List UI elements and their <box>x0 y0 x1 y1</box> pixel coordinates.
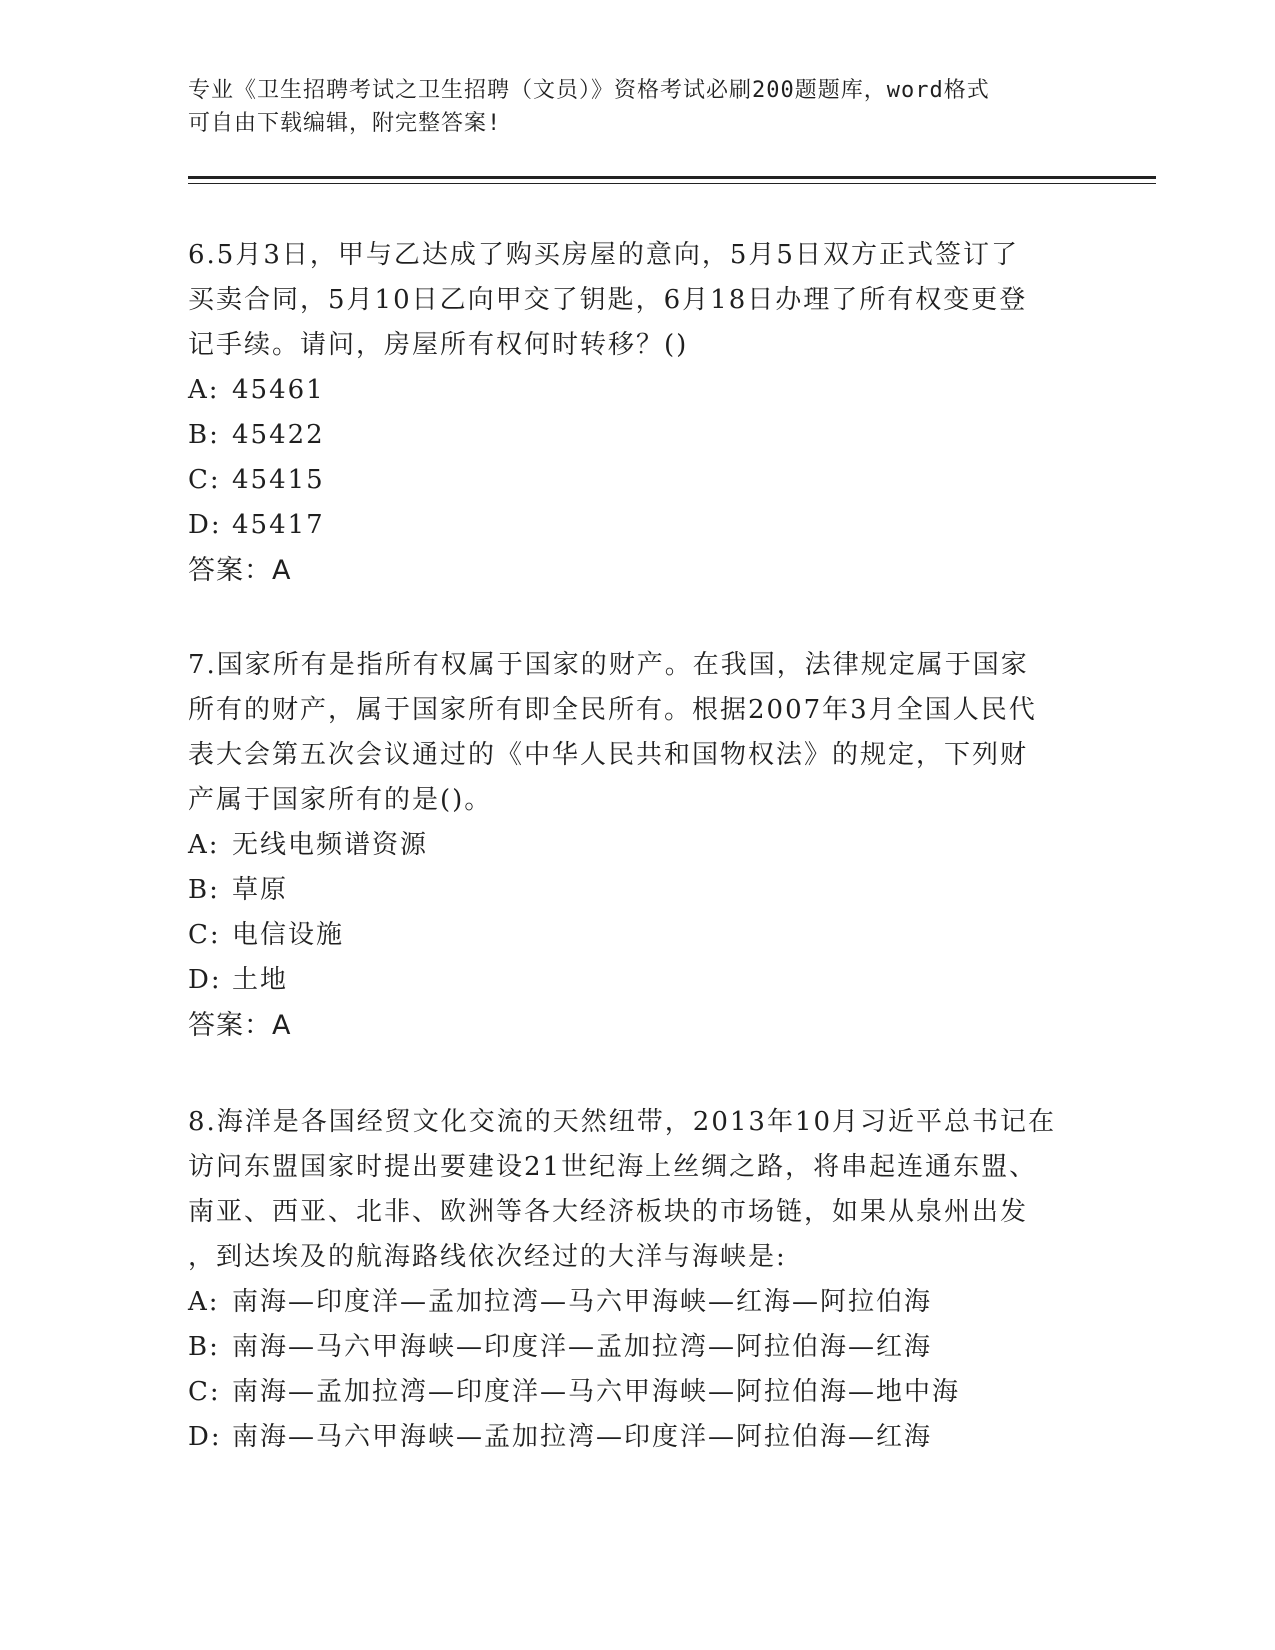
question-stem-line: 7.国家所有是指所有权属于国家的财产。在我国，法律规定属于国家 <box>188 650 1029 680</box>
option-label: C: <box>188 465 221 495</box>
option-a <box>188 823 1088 868</box>
option-text: 南海—孟加拉湾—印度洋—马六甲海峡—阿拉伯海—地中海 <box>232 1377 961 1407</box>
option-text: 草原 <box>232 875 289 905</box>
option-d <box>188 503 1088 548</box>
option-c <box>188 458 1088 503</box>
question-stem-line: 表大会第五次会议通过的《中华人民共和国物权法》的规定，下列财 <box>188 740 1029 770</box>
question-6 <box>188 233 1088 593</box>
option-label: A: <box>188 375 220 405</box>
answer-line: 答案：A <box>188 1010 292 1041</box>
option-label: D: <box>188 1422 222 1452</box>
question-7 <box>188 643 1088 1048</box>
option-label: A: <box>188 1287 220 1317</box>
option-d <box>188 1415 1088 1460</box>
option-label: C: <box>188 920 221 950</box>
option-c <box>188 1370 1088 1415</box>
question-stem-line: 买卖合同，5月10日乙向甲交了钥匙，6月18日办理了所有权变更登 <box>188 285 1028 315</box>
option-label: D: <box>188 510 222 540</box>
question-stem-line: 6.5月3日，甲与乙达成了购买房屋的意向，5月5日双方正式签订了 <box>188 240 1019 270</box>
option-text: 土地 <box>232 965 289 995</box>
option-text: 45415 <box>232 465 325 495</box>
option-text: 45417 <box>232 510 325 540</box>
header-line-2: 可自由下载编辑，附完整答案! <box>188 111 502 136</box>
option-d <box>188 958 1088 1003</box>
header-line-1: 专业《卫生招聘考试之卫生招聘（文员）》资格考试必刷200题题库，word格式 <box>188 78 990 103</box>
question-stem-line: 产属于国家所有的是()。 <box>188 785 493 815</box>
option-label: C: <box>188 1377 221 1407</box>
option-label: A: <box>188 830 220 860</box>
option-b <box>188 1325 1088 1370</box>
option-text: 电信设施 <box>232 920 345 950</box>
option-a <box>188 368 1088 413</box>
option-label: B: <box>188 875 220 905</box>
option-label: D: <box>188 965 222 995</box>
question-stem-line: 南亚、西亚、北非、欧洲等各大经济板块的市场链，如果从泉州出发 <box>188 1197 1029 1227</box>
question-stem-line: 所有的财产，属于国家所有即全民所有。根据2007年3月全国人民代 <box>188 695 1037 725</box>
header-divider-thick <box>188 176 1156 179</box>
option-text: 45461 <box>232 375 325 405</box>
option-c <box>188 913 1088 958</box>
question-stem-line: 记手续。请问，房屋所有权何时转移？() <box>188 330 689 360</box>
option-label: B: <box>188 1332 220 1362</box>
option-b <box>188 413 1088 458</box>
option-a <box>188 1280 1088 1325</box>
option-text: 45422 <box>232 420 325 450</box>
question-8 <box>188 1100 1088 1460</box>
option-b <box>188 868 1088 913</box>
header-divider-thin <box>188 183 1156 184</box>
question-stem-line: 8.海洋是各国经贸文化交流的天然纽带，2013年10月习近平总书记在 <box>188 1107 1057 1137</box>
option-text: 南海—印度洋—孟加拉湾—马六甲海峡—红海—阿拉伯海 <box>232 1287 933 1317</box>
document-header <box>188 74 1078 140</box>
option-label: B: <box>188 420 220 450</box>
question-stem-line: 访问东盟国家时提出要建设21世纪海上丝绸之路，将串起连通东盟、 <box>188 1152 1038 1182</box>
option-text: 南海—马六甲海峡—孟加拉湾—印度洋—阿拉伯海—红海 <box>232 1422 933 1452</box>
question-stem-line: ，到达埃及的航海路线依次经过的大洋与海峡是: <box>188 1242 787 1272</box>
option-text: 无线电频谱资源 <box>232 830 429 860</box>
answer-line: 答案：A <box>188 555 292 586</box>
option-text: 南海—马六甲海峡—印度洋—孟加拉湾—阿拉伯海—红海 <box>232 1332 933 1362</box>
